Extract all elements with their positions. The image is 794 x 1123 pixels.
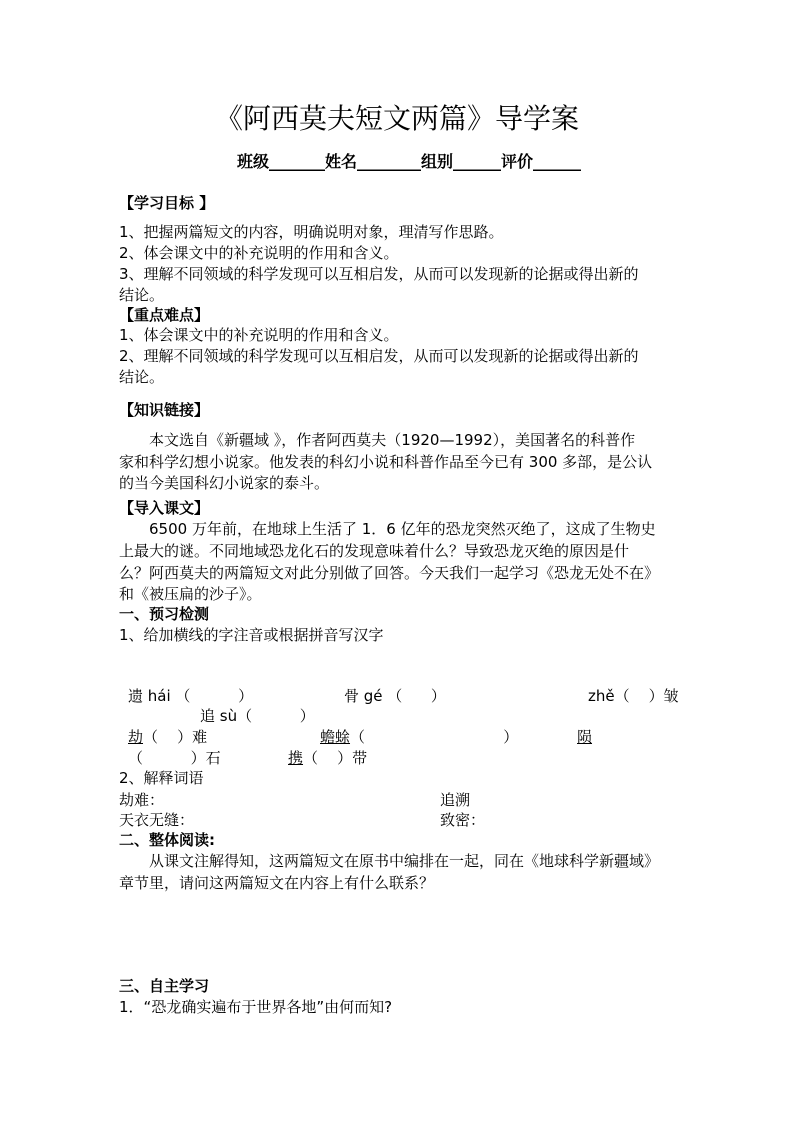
hanzi-item: [288, 748, 367, 768]
underlined-char: 陨: [577, 728, 593, 746]
underlined-char: 劫: [128, 728, 144, 746]
answer-blank: （ ）难: [143, 728, 208, 746]
term-item: 追溯: [440, 791, 471, 809]
intro-line: 么？阿西莫夫的两篇短文对此分别做了回答。今天我们一起学习《恐龙无处不在》: [119, 564, 660, 582]
knowledge-line: 本文选自《新疆域 》，作者阿西莫夫（1920—1992），美国著名的科普作: [149, 431, 636, 449]
answer-blank: （ ）: [350, 728, 519, 746]
knowledge-line: 家和科学幻想小说家。他发表的科幻小说和科普作品至今已有 300 多部，是公认: [119, 453, 653, 471]
intro-heading: 【导入课文】: [119, 499, 210, 517]
self-study-heading: 三、自主学习: [119, 977, 210, 995]
term-item: 致密：: [440, 811, 486, 829]
goal-item: 2、体会课文中的补充说明的作用和含义。: [119, 244, 399, 262]
term-item: 劫难：: [119, 791, 165, 809]
pinyin-item: 追 sù（ ）: [200, 707, 315, 725]
key-point-item: 2、理解不同领域的科学发现可以互相启发，从而可以发现新的论据或得出新的: [119, 347, 639, 365]
hanzi-item: [128, 727, 207, 747]
hanzi-item: [320, 727, 518, 747]
reading-heading: 二、整体阅读:: [119, 831, 215, 849]
student-info-line: 班级_______姓名________组别______评价______: [237, 152, 582, 171]
term-item: 天衣无缝：: [119, 811, 195, 829]
goal-item: 1、把握两篇短文的内容，明确说明对象，理清写作思路。: [119, 223, 504, 241]
underlined-char: 携: [288, 749, 304, 767]
goal-item: 3、理解不同领域的科学发现可以互相启发，从而可以发现新的论据或得出新的: [119, 265, 639, 283]
pinyin-item: zhě（ ）皱: [588, 687, 679, 705]
intro-line: 和《被压扁的沙子》。: [119, 585, 262, 603]
goals-heading: 【学习目标 】: [119, 194, 215, 212]
goal-item: 结论。: [119, 286, 165, 304]
key-point-item: 1、体会课文中的补充说明的作用和含义。: [119, 326, 399, 344]
answer-blank: （ ）带: [303, 749, 368, 767]
self-study-question-1: 1．“恐龙确实遍布于世界各地”由何而知?: [119, 998, 393, 1016]
pinyin-item: 骨 gé （ ）: [344, 687, 446, 705]
reading-line: 从课文注解得知，这两篇短文在原书中编排在一起，同在《地球科学新疆域》: [149, 852, 660, 870]
key-points-heading: 【重点难点】: [119, 306, 210, 324]
pinyin-item: 遗 hái （ ）: [128, 687, 254, 705]
preview-question-1: 1、给加横线的字注音或根据拼音写汉字: [119, 626, 384, 644]
preview-question-2: 2、解释词语: [119, 769, 204, 787]
intro-line: 上最大的谜。不同地域恐龙化石的发现意味着什么？导致恐龙灭绝的原因是什: [119, 542, 630, 560]
knowledge-heading: 【知识链接】: [119, 401, 210, 419]
intro-line: 6500 万年前，在地球上生活了 1．6 亿年的恐龙突然灭绝了，这成了生物史: [149, 520, 656, 538]
page-title: 《阿西莫夫短文两篇》导学案: [214, 102, 579, 135]
preview-heading: 一、预习检测: [119, 605, 210, 623]
underlined-char: 蟾蜍: [320, 728, 351, 746]
knowledge-line: 的当今美国科幻小说家的泰斗。: [119, 474, 330, 492]
reading-line: 章节里，请问这两篇短文在内容上有什么联系？: [119, 874, 435, 892]
key-point-item: 结论。: [119, 368, 165, 386]
hanzi-item: （ ）石: [128, 749, 221, 767]
